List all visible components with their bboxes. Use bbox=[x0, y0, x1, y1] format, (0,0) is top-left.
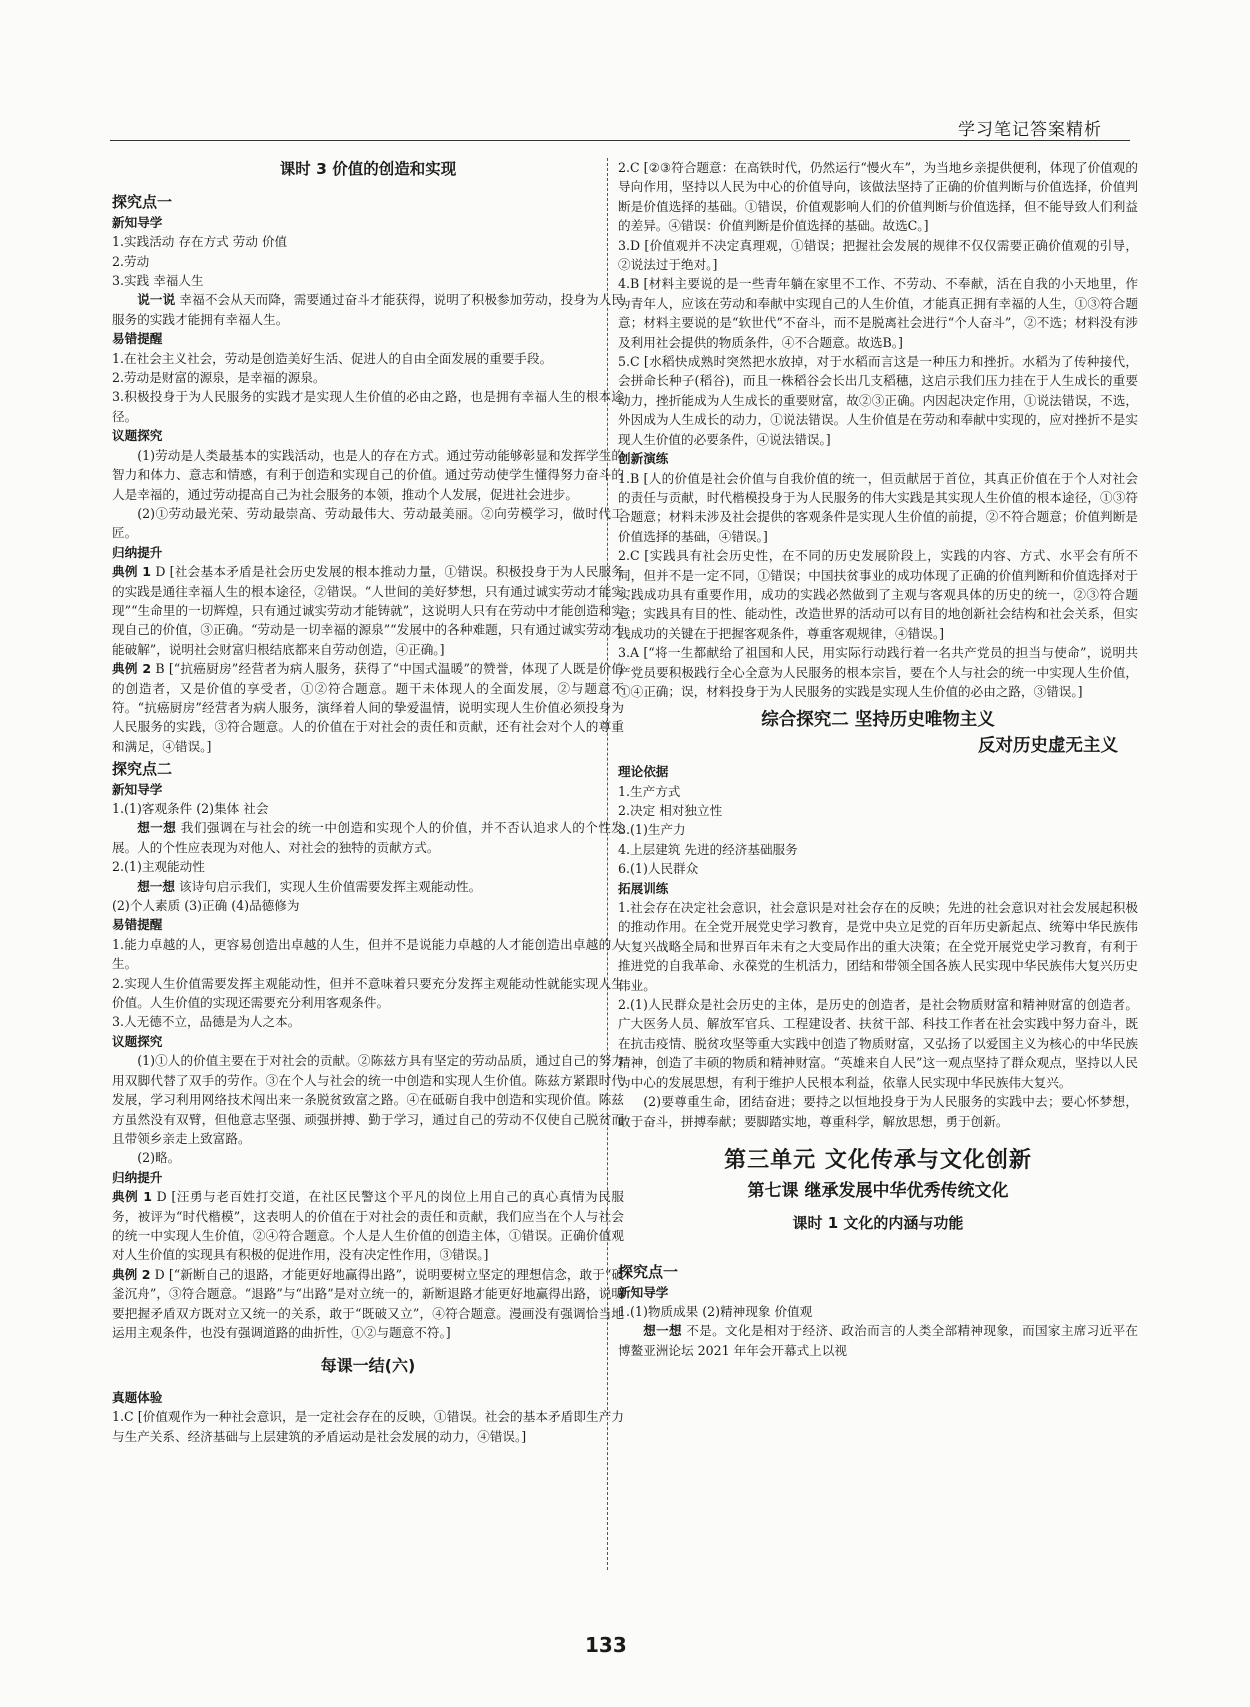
subheading: 真题体验 bbox=[112, 1389, 163, 1405]
label: 典例 2 bbox=[112, 661, 152, 677]
answer-line: 6.(1)人民群众 bbox=[618, 861, 699, 877]
subheading: 议题探究 bbox=[112, 428, 163, 444]
subheading: 易错提醒 bbox=[112, 917, 163, 933]
answer-line: (2)个人素质 (3)正确 (4)品德修为 bbox=[112, 898, 300, 914]
answer-para bbox=[112, 290, 624, 329]
answer-para: (2)①劳动最光荣、劳动最崇高、劳动最伟大、劳动最美丽。②向劳模学习，做时代工匠。 bbox=[112, 505, 624, 541]
course-title: 第七课 继承发展中华优秀传统文化 bbox=[747, 1181, 1009, 1202]
answer-text: 该诗句启示我们，实现人生价值需要发挥主观能动性。 bbox=[174, 878, 482, 894]
answer-line: 3.人无德不立，品德是为人之本。 bbox=[112, 1014, 301, 1030]
answer-line: 2.C [实践具有社会历史性，在不同的历史发展阶段上，实践的内容、方式、水平会有所不同，但并不是一定不同，①错误；中国扶贫事业的成功体现了正确的价值判断和价值选择对于实践成功具有重要作用，成功的实践必然做到了主观与客观具体的历史的统一，②③符合题意；实践具有目的性、能动性，改造世界的活动可以有目的地创新社会结构和社会关系，但实践成功的关键在于把握客观条件，尊重客观规律，④错误。] bbox=[618, 548, 1138, 641]
answer-para bbox=[112, 877, 624, 896]
answer-line: 1.(1)物质成果 (2)精神现象 价值观 bbox=[618, 1303, 813, 1319]
answer-line: 3.实践 幸福人生 bbox=[112, 273, 204, 289]
answer-line: 1.实践活动 存在方式 劳动 价值 bbox=[112, 234, 288, 250]
answer-text: 幸福不会从天而降，需要通过奋斗才能获得，说明了积极参加劳动，投身为人民服务的实践才能拥有幸福人生。 bbox=[112, 292, 624, 327]
label: 典例 2 bbox=[112, 1266, 151, 1282]
answer-line: 1.C [价值观作为一种社会意识，是一定社会存在的反映，①错误。社会的基本矛盾即生产力与生产关系、经济基础与上层建筑的矛盾运动是社会发展的动力，④错误。] bbox=[112, 1409, 624, 1444]
answer-line: 5.C [水稻快成熟时突然把水放掉，对于水稻而言这是一种压力和挫折。水稻为了传种接代，会拼命长种子(稻谷)，而且一株稻谷会长出几支稻穗，这启示我们压力挂在于人生成长的重要动力，挫折能成为人生成长的重要财富，故②③正确。内因起决定作用，①说法错误，不选，外因成为人生成长的动力，①说法错误。人生价值是在劳动和奉献中实现的，应对挫折不是实现人生价值的必要条件，④说法错误。] bbox=[618, 354, 1138, 447]
example-para bbox=[112, 1265, 624, 1343]
answer-text: B [“抗癌厨房”经营者为病人服务，获得了“中国式温暖”的赞誉，体现了人既是价值的创造者，又是价值的享受者，①②符合题意。题干未体现人的全面发展，②与题意不符。“抗癌厨房”经营者为病人服务，演绎着人间的挚爱温情，说明实现人生价值必须投身为人民服务的实践，③符合题意。人的价值在于对社会的责任和贡献，还有社会对个人的尊重和满足，④错误。] bbox=[112, 661, 624, 754]
subheading: 易错提醒 bbox=[112, 331, 163, 347]
lesson-title: 课时 1 文化的内涵与功能 bbox=[792, 1213, 964, 1232]
label: 想一想 bbox=[643, 1323, 682, 1339]
page-number: 133 bbox=[585, 1633, 627, 1657]
answer-line: 2.决定 相对独立性 bbox=[618, 803, 723, 818]
label: 典例 1 bbox=[112, 1189, 153, 1205]
answer-line: 3.积极投身于为人民服务的实践才是实现人生价值的必由之路，也是拥有幸福人生的根本途径。 bbox=[112, 389, 624, 424]
answer-para bbox=[112, 818, 624, 857]
answer-line: 1.生产方式 bbox=[618, 783, 681, 799]
answer-line: 3.D [价值观并不决定真理观，①错误；把握社会发展的规律不仅仅需要正确价值观的引导，②说法过于绝对。] bbox=[618, 237, 1138, 273]
answer-text: D [汪勇与老百姓打交道，在社区民警这个平凡的岗位上用自己的真心真情为民服务，被评为“时代楷模”，这表明人的价值在于对社会的责任和贡献，我们应当在个人与社会的统一中实现人生价值，②④符合题意。个人是人生价值的创造主体，①错误。正确价值观对人生价值的实现具有积极的促进作用，没有决定性作用，③错误。] bbox=[112, 1189, 624, 1263]
summary-title: 每课一结(六) bbox=[320, 1356, 416, 1376]
subheading: 理论依据 bbox=[618, 764, 669, 780]
answer-line: 1.能力卓越的人，更容易创造出卓越的人生，但并不是说能力卓越的人才能创造出卓越的人生。 bbox=[112, 936, 624, 972]
answer-para: 2.(1)人民群众是社会历史的主体，是历史的创造者，是社会物质财富和精神财富的创造者。广大医务人员、解放军官兵、工程建设者、扶贫干部、科技工作者在社会实践中努力奋斗，既在抗击疫情、脱贫攻坚等重大实践中创造了物质财富，又弘扬了以爱国主义为核心的中华民族精神，创造了丰硕的物质和精神财富。“英雄来自人民”这一观点坚持了群众观点，坚持以人民为中心的发展思想，有利于维护人民根本利益，依靠人民实现中华民族伟大复兴。 bbox=[618, 997, 1138, 1090]
section-title: 探究点一 bbox=[618, 1263, 679, 1282]
answer-line: 4.上层建筑 先进的经济基础服务 bbox=[618, 841, 798, 857]
subheading: 归纳提升 bbox=[112, 1169, 163, 1185]
example-para bbox=[112, 659, 624, 756]
section-title: 探究点一 bbox=[112, 193, 173, 212]
comprehensive-title-line2: 反对历史虚无主义 bbox=[978, 735, 1118, 756]
answer-para: (2)要尊重生命，团结奋进；要持之以恒地投身于为人民服务的实践中去；要心怀梦想，敢于奋斗，拼搏奉献；要脚踏实地，尊重科学，解放思想，勇于创新。 bbox=[618, 1094, 1138, 1129]
answer-para: 1.社会存在决定社会意识，社会意识是对社会存在的反映；先进的社会意识对社会发展起积极的推动作用。在全党开展党史学习教育，是党中央立足党的百年历史新起点、统筹中华民族伟大复兴战略全局和世界百年未有之大变局作出的重大决策；在全党开展党史学习教育，有利于推进党的自我革命、永葆党的生机活力，团结和带领全国各族人民实现中华民族伟大复兴历史伟业。 bbox=[618, 900, 1138, 993]
subheading: 新知导学 bbox=[112, 781, 163, 797]
answer-line: 3.A [“将一生都献给了祖国和人民，用实际行动践行着一名共产党员的担当与使命”，说明共产党员要积极践行全心全意为人民服务的根本宗旨，要在个人与社会的统一中实现人生价值，①④正确；误，材料投身于为人民服务的实践是实现人生价值的必由之路，③错误。] bbox=[618, 645, 1138, 699]
example-para bbox=[112, 1187, 624, 1265]
subheading: 新知导学 bbox=[618, 1284, 669, 1300]
comprehensive-title-line1: 综合探究二 坚持历史唯物主义 bbox=[761, 710, 995, 731]
answer-para: (2)略。 bbox=[137, 1150, 181, 1166]
label: 想一想 bbox=[137, 820, 177, 836]
answer-line: 1.(1)客观条件 (2)集体 社会 bbox=[112, 801, 269, 816]
answer-text: 我们强调在与社会的统一中创造和实现个人的价值，并不否认追求人的个性发展。人的个性应表现为对他人、对社会的独特的贡献方式。 bbox=[112, 820, 624, 855]
label: 说一说 bbox=[137, 292, 176, 308]
answer-para: (1)①人的价值主要在于对社会的贡献。②陈兹方具有坚定的劳动品质，通过自己的努力用双脚代替了双手的劳作。③在个人与社会的统一中创造和实现人生价值。陈兹方紧跟时代发展，学习利用网络技术闯出来一条脱贫致富之路。④在砥砺自我中创造和实现价值。陈兹方虽然没有双臂，但他意志坚强、顽强拼搏、勤于学习，通过自己的劳动不仅使自己脱贫而且带领乡亲走上致富路。 bbox=[112, 1053, 624, 1146]
answer-line: 1.在社会主义社会，劳动是创造美好生活、促进人的自由全面发展的重要手段。 bbox=[112, 350, 553, 366]
answer-para: (1)劳动是人类最基本的实践活动，也是人的存在方式。通过劳动能够彰显和发挥学生的智力和体力、意志和情感，有利于创造和实现自己的价值。通过劳动使学生懂得努力奋斗的人是幸福的，通过劳动提高自己为社会服务的本领，推动个人发展，促进社会进步。 bbox=[112, 447, 624, 502]
comprehensive-title bbox=[618, 711, 1138, 756]
subheading: 议题探究 bbox=[112, 1033, 163, 1049]
answer-text: 不是。文化是相对于经济、政治而言的人类全部精神现象，而国家主席习近平在博鳌亚洲论坛 2021 年年会开幕式上以视 bbox=[618, 1323, 1138, 1358]
answer-line: 2.劳动是财富的源泉，是幸福的源泉。 bbox=[112, 370, 326, 386]
answer-line: 3.(1)生产力 bbox=[618, 822, 686, 838]
lesson-title: 课时 3 价值的创造和实现 bbox=[279, 160, 457, 178]
subheading: 拓展训练 bbox=[618, 880, 669, 896]
answer-text: D [社会基本矛盾是社会历史发展的根本推动力量，①错误。积极投身于为人民服务的实践是通往幸福人生的根本途径，②错误。“人世间的美好梦想，只有通过诚实劳动才能实现”“生命里的一切辉煌，只有通过诚实劳动才能铸就”，这说明人只有在劳动中才能创造和实现自己的价值，③正确。“劳动是一切幸福的源泉”“发展中的各种难题，只有通过诚实劳动才能破解”，说明社会财富归根结底都来自劳动创造，④正确。] bbox=[112, 564, 624, 657]
subheading: 创新演练 bbox=[618, 451, 669, 467]
answer-line: 2.C [②③符合题意：在高铁时代，仍然运行“慢火车”，为当地乡亲提供便利，体现了价值观的导向作用，坚持以人民为中心的价值导向，该做法坚持了正确的价值判断与价值选择，价值判断是价值选择的基础。①错误，价值观影响人们的价值判断与价值选择，但不能导致人们利益的差异。④错误：价值判断是价值选择的基础。故选C。] bbox=[618, 160, 1138, 234]
example-para bbox=[112, 562, 624, 659]
right-column bbox=[618, 158, 1138, 1598]
answer-line: 2.实现人生价值需要发挥主观能动性，但并不意味着只要充分发挥主观能动性就能实现人生价值。人生价值的实现还需要充分利用客观条件。 bbox=[112, 975, 624, 1011]
page-header: 学习笔记答案精析 bbox=[958, 120, 1102, 140]
subheading: 新知导学 bbox=[112, 214, 163, 230]
answer-para bbox=[618, 1321, 1138, 1360]
left-column bbox=[112, 158, 624, 1598]
answer-line: 2.劳动 bbox=[112, 253, 150, 269]
answer-line: 4.B [材料主要说的是一些青年躺在家里不工作、不劳动、不奉献，活在自我的小天地里，作为青年人，应该在劳动和奉献中实现自己的人生价值，才能真正拥有幸福的人生，①③符合题意；材料主要说的是“软世代”不奋斗，而不是脱离社会进行“个人奋斗”，②不选；材料没有涉及利用社会提供的物质条件，④不合题意。故选B。] bbox=[618, 276, 1138, 350]
label: 想一想 bbox=[137, 878, 175, 894]
answer-line: 1.B [人的价值是社会价值与自我价值的统一，但贡献居于首位，其真正价值在于个人对社会的责任与贡献，时代楷模投身于为人民服务的伟大实践是其实现人生价值的根本途径，①③符合题意；材料未涉及社会提供的客观条件是实现人生价值的前提，②不符合题意；价值判断是价值选择的基础，④错误。] bbox=[618, 470, 1138, 544]
label: 典例 1 bbox=[112, 564, 152, 580]
header-rule bbox=[110, 140, 1130, 141]
answer-text: D [“新断自己的退路，才能更好地赢得出路”，说明要树立坚定的理想信念，敢于“破釜沉舟”，③符合题意。“退路”与“出路”是对立统一的，新断退路才能更好地赢得出路，说明要把握矛盾双方既对立又统一的关系，敢于“既破又立”，④符合题意。漫画没有强调恰当地运用主观条件，也没有强调道路的曲折性，①②与题意不符。] bbox=[112, 1266, 624, 1340]
subheading: 归纳提升 bbox=[112, 544, 163, 560]
answer-line: 2.(1)主观能动性 bbox=[112, 859, 205, 875]
unit-title: 第三单元 文化传承与文化创新 bbox=[724, 1147, 1032, 1173]
section-title: 探究点二 bbox=[112, 760, 173, 779]
